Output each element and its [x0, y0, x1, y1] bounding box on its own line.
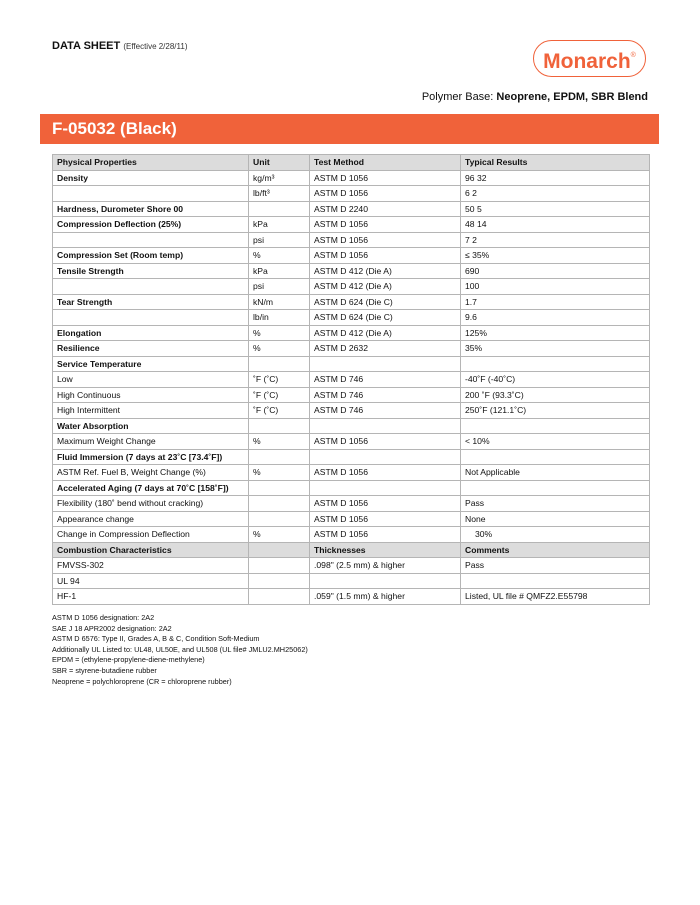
- method-cell: ASTM D 1056: [310, 232, 461, 248]
- result-cell: 125%: [461, 325, 650, 341]
- polymer-label: Polymer Base:: [421, 91, 497, 103]
- footnote-line: ASTM D 6576: Type II, Grades A, B & C, Condition Soft-Medium: [52, 634, 260, 644]
- unit-cell: [249, 589, 310, 605]
- product-title: F-05032 (Black): [52, 119, 177, 138]
- table-row: [53, 558, 650, 574]
- unit-cell: [249, 511, 310, 527]
- unit-cell: %: [249, 325, 310, 341]
- unit-cell: ˚F (˚C): [249, 372, 310, 388]
- data-sheet-title: DATA SHEET: [52, 40, 121, 52]
- property-cell: [53, 310, 249, 326]
- table-row: [53, 248, 650, 264]
- method-cell: [310, 356, 461, 372]
- effective-date: (Effective 2/28/11): [123, 42, 188, 51]
- registered-mark: ®: [630, 52, 636, 59]
- footnote-line: SBR = styrene-butadiene rubber: [52, 665, 157, 675]
- table-section-row: [53, 356, 650, 372]
- unit-cell: [249, 573, 310, 589]
- polymer-base: [422, 91, 648, 103]
- column-header: Combustion Characteristics: [53, 542, 249, 558]
- result-cell: 9.6: [461, 310, 650, 326]
- result-cell: 6 2: [461, 186, 650, 202]
- result-cell: 7 2: [461, 232, 650, 248]
- section-cell: Fluid Immersion (7 days at 23˚C [73.4˚F]): [53, 449, 249, 465]
- result-cell: Not Applicable: [461, 465, 650, 481]
- unit-cell: %: [249, 465, 310, 481]
- result-cell: 96 32: [461, 170, 650, 186]
- method-cell: ASTM D 2240: [310, 201, 461, 217]
- unit-cell: %: [249, 248, 310, 264]
- property-cell: ASTM Ref. Fuel B, Weight Change (%): [53, 465, 249, 481]
- section-cell: Service Temperature: [53, 356, 249, 372]
- result-cell: 100: [461, 279, 650, 295]
- property-cell: Compression Set (Room temp): [53, 248, 249, 264]
- unit-cell: %: [249, 434, 310, 450]
- method-cell: ASTM D 412 (Die A): [310, 325, 461, 341]
- method-cell: ASTM D 1056: [310, 248, 461, 264]
- unit-cell: [249, 496, 310, 512]
- table-row: [53, 341, 650, 357]
- result-cell: -40˚F (-40˚C): [461, 372, 650, 388]
- table-row: [53, 573, 650, 589]
- method-cell: ASTM D 1056: [310, 186, 461, 202]
- unit-cell: [249, 558, 310, 574]
- result-cell: [461, 356, 650, 372]
- unit-cell: %: [249, 341, 310, 357]
- unit-cell: [249, 201, 310, 217]
- method-cell: [310, 418, 461, 434]
- table-row: [53, 294, 650, 310]
- page-title: [52, 40, 188, 52]
- unit-cell: [249, 480, 310, 496]
- column-header: Thicknesses: [310, 542, 461, 558]
- unit-cell: kPa: [249, 263, 310, 279]
- property-cell: Low: [53, 372, 249, 388]
- column-header: Unit: [249, 155, 310, 171]
- table-row: [53, 186, 650, 202]
- table-row: [53, 465, 650, 481]
- method-cell: ASTM D 1056: [310, 217, 461, 233]
- table-section-row: [53, 449, 650, 465]
- thickness-cell: [310, 573, 461, 589]
- section-cell: Water Absorption: [53, 418, 249, 434]
- logo-text: Monarch: [543, 50, 631, 73]
- property-cell: Elongation: [53, 325, 249, 341]
- property-cell: [53, 232, 249, 248]
- table-section-row: [53, 480, 650, 496]
- method-cell: ASTM D 746: [310, 403, 461, 419]
- unit-cell: lb/in: [249, 310, 310, 326]
- unit-cell: lb/ft³: [249, 186, 310, 202]
- table-row: [53, 217, 650, 233]
- property-cell: Hardness, Durometer Shore 00: [53, 201, 249, 217]
- column-header: Test Method: [310, 155, 461, 171]
- thickness-cell: .059" (1.5 mm) & higher: [310, 589, 461, 605]
- table-section-row: [53, 418, 650, 434]
- thickness-cell: .098" (2.5 mm) & higher: [310, 558, 461, 574]
- table-row: [53, 511, 650, 527]
- table-row: [53, 387, 650, 403]
- table-row: [53, 310, 650, 326]
- unit-cell: [249, 356, 310, 372]
- footnote-line: EPDM = (ethylene-propylene-diene-methylene): [52, 655, 205, 665]
- method-cell: ASTM D 1056: [310, 511, 461, 527]
- unit-cell: ˚F (˚C): [249, 403, 310, 419]
- footnotes: [52, 613, 308, 687]
- result-cell: 30%: [461, 527, 650, 543]
- method-cell: ASTM D 412 (Die A): [310, 263, 461, 279]
- unit-cell: kPa: [249, 217, 310, 233]
- table-row: [53, 263, 650, 279]
- result-cell: 35%: [461, 341, 650, 357]
- table-row: [53, 372, 650, 388]
- method-cell: ASTM D 1056: [310, 170, 461, 186]
- result-cell: 250˚F (121.1˚C): [461, 403, 650, 419]
- table-row: [53, 434, 650, 450]
- column-header: Typical Results: [461, 155, 650, 171]
- property-cell: Change in Compression Deflection: [53, 527, 249, 543]
- result-cell: 200 ˚F (93.3˚C): [461, 387, 650, 403]
- method-cell: ASTM D 1056: [310, 434, 461, 450]
- property-cell: Flexibility (180˚ bend without cracking): [53, 496, 249, 512]
- result-cell: 1.7: [461, 294, 650, 310]
- comment-cell: Pass: [461, 558, 650, 574]
- column-header: Physical Properties: [53, 155, 249, 171]
- method-cell: ASTM D 1056: [310, 527, 461, 543]
- method-cell: [310, 480, 461, 496]
- method-cell: ASTM D 746: [310, 387, 461, 403]
- table-row: [53, 527, 650, 543]
- table-row: [53, 170, 650, 186]
- result-cell: [461, 418, 650, 434]
- table-row: [53, 403, 650, 419]
- table-header-row: [53, 155, 650, 171]
- property-cell: Compression Deflection (25%): [53, 217, 249, 233]
- property-cell: Maximum Weight Change: [53, 434, 249, 450]
- method-cell: ASTM D 2632: [310, 341, 461, 357]
- result-cell: ≤ 35%: [461, 248, 650, 264]
- property-cell: Tensile Strength: [53, 263, 249, 279]
- combustion-header-row: [53, 542, 650, 558]
- method-cell: ASTM D 1056: [310, 496, 461, 512]
- table-row: [53, 279, 650, 295]
- property-cell: HF-1: [53, 589, 249, 605]
- polymer-value: Neoprene, EPDM, SBR Blend: [496, 91, 648, 103]
- method-cell: ASTM D 624 (Die C): [310, 294, 461, 310]
- footnote-line: SAE J 18 APR2002 designation: 2A2: [52, 623, 172, 633]
- properties-table: [52, 154, 650, 605]
- method-cell: ASTM D 624 (Die C): [310, 310, 461, 326]
- property-cell: Appearance change: [53, 511, 249, 527]
- table-row: [53, 589, 650, 605]
- result-cell: 48 14: [461, 217, 650, 233]
- table-row: [53, 232, 650, 248]
- table-row: [53, 496, 650, 512]
- result-cell: [461, 449, 650, 465]
- method-cell: ASTM D 412 (Die A): [310, 279, 461, 295]
- result-cell: < 10%: [461, 434, 650, 450]
- unit-cell: psi: [249, 279, 310, 295]
- result-cell: 50 5: [461, 201, 650, 217]
- property-cell: [53, 186, 249, 202]
- footnote-line: Additionally UL Listed to: UL48, UL50E, and UL508 (UL file# JMLU2.MH25062): [52, 644, 308, 654]
- property-cell: Resilience: [53, 341, 249, 357]
- section-cell: Accelerated Aging (7 days at 70˚C [158˚F]): [53, 480, 249, 496]
- result-cell: 690: [461, 263, 650, 279]
- property-cell: High Intermittent: [53, 403, 249, 419]
- unit-cell: kg/m³: [249, 170, 310, 186]
- product-banner: [40, 114, 659, 144]
- table-row: [53, 325, 650, 341]
- table-row: [53, 201, 650, 217]
- result-cell: [461, 480, 650, 496]
- result-cell: None: [461, 511, 650, 527]
- result-cell: Pass: [461, 496, 650, 512]
- method-cell: ASTM D 1056: [310, 465, 461, 481]
- property-cell: UL 94: [53, 573, 249, 589]
- property-cell: FMVSS-302: [53, 558, 249, 574]
- property-cell: High Continuous: [53, 387, 249, 403]
- unit-cell: psi: [249, 232, 310, 248]
- column-header: Comments: [461, 542, 650, 558]
- column-header: [249, 542, 310, 558]
- unit-cell: ˚F (˚C): [249, 387, 310, 403]
- footnote-line: ASTM D 1056 designation: 2A2: [52, 613, 155, 622]
- monarch-logo: [533, 40, 646, 77]
- property-cell: Tear Strength: [53, 294, 249, 310]
- unit-cell: [249, 449, 310, 465]
- property-cell: [53, 279, 249, 295]
- unit-cell: %: [249, 527, 310, 543]
- unit-cell: [249, 418, 310, 434]
- property-cell: Density: [53, 170, 249, 186]
- footnote-line: Neoprene = polychloroprene (CR = chloroprene rubber): [52, 676, 232, 686]
- comment-cell: [461, 573, 650, 589]
- comment-cell: Listed, UL file # QMFZ2.E55798: [461, 589, 650, 605]
- method-cell: [310, 449, 461, 465]
- unit-cell: kN/m: [249, 294, 310, 310]
- method-cell: ASTM D 746: [310, 372, 461, 388]
